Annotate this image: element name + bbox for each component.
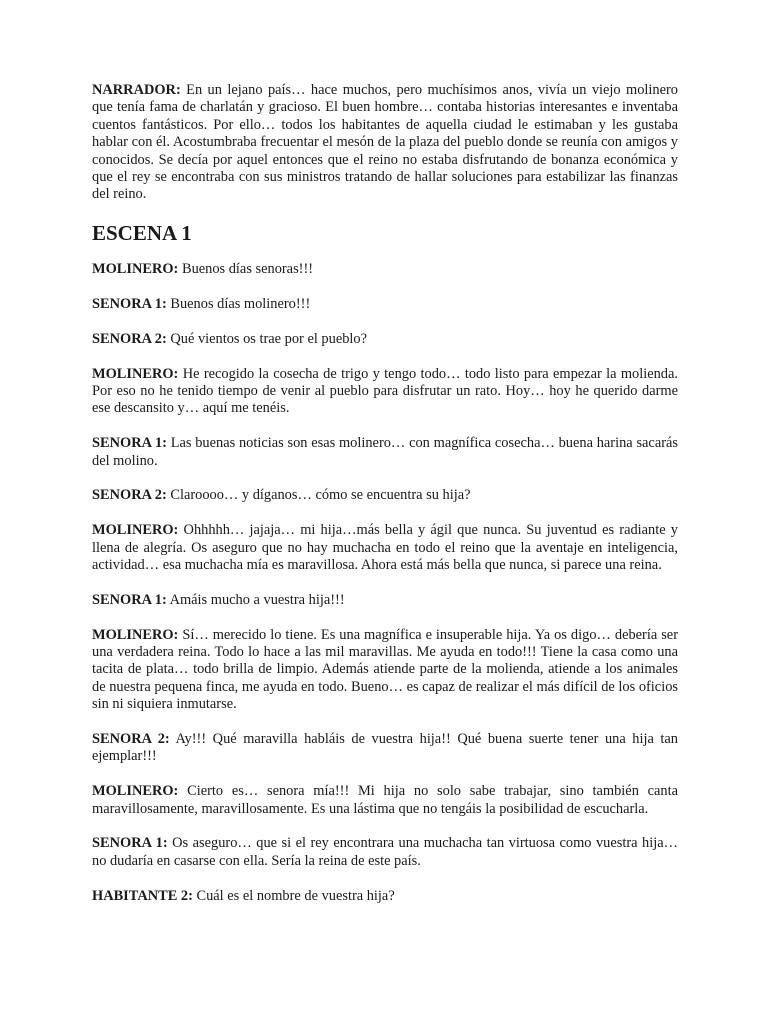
dialogue-text: Buenos días senoras!!! (181, 261, 314, 278)
speaker-name: NARRADOR: (92, 82, 181, 98)
dialogue-text: Os aseguro… que si el rey encontrara una muchacha tan virtuosa como vuestra hija… no dudaría en casarse con ella. Sería la reina de este país. (92, 835, 678, 869)
speaker-name: MOLINERO: (92, 783, 179, 800)
dialogue-line (92, 261, 678, 278)
speaker-name: MOLINERO: (92, 365, 179, 382)
dialogue-text: Claroooo… y díganos… cómo se encuentra su hija? (170, 487, 471, 504)
dialogue-line (92, 522, 678, 574)
document-page (92, 82, 678, 922)
dialogue-line (92, 296, 678, 313)
dialogue-text: Buenos días molinero!!! (170, 296, 311, 313)
dialogue-line (92, 366, 678, 418)
dialogue-text: Cuál es el nombre de vuestra hija? (196, 887, 395, 904)
speaker-name: SENORA 1: (92, 835, 168, 852)
speaker-name: HABITANTE 2: (92, 887, 193, 904)
speaker-name: SENORA 2: (92, 330, 167, 347)
dialogue-text: Las buenas noticias son esas molinero… con magnífica cosecha… buena harina sacarás del molino. (92, 435, 678, 469)
narrator-paragraph (92, 82, 678, 204)
dialogue-text: Amáis mucho a vuestra hija!!! (169, 591, 345, 608)
dialogue-text: Sí… merecido lo tiene. Es una magnífica e insuperable hija. Ya os digo… debería ser una verdadera reina. Todo lo hace a las mil maravillas. Me ayuda en todo!!! Tiene la casa como una tacita de plata… todo brilla de limpio. Además atiende parte de la molienda, atiende a los animales de nuestra pequena finca, me ayuda en todo. Bueno… es capaz de realizar el más difícil de los oficios sin ni siquiera inmutarse. (92, 626, 678, 713)
dialogue-line (92, 731, 678, 766)
dialogue-text: Qué vientos os trae por el pueblo? (170, 330, 367, 347)
dialogue-line (92, 888, 678, 905)
dialogue-line (92, 487, 678, 504)
speaker-name: MOLINERO: (92, 522, 179, 539)
dialogue-line (92, 627, 678, 714)
speaker-name: MOLINERO: (92, 261, 179, 278)
dialogue-text: En un lejano país… hace muchos, pero muchísimos anos, vivía un viejo molinero que tenía fama de charlatán y gracioso. El buen hombre… contaba historias interesantes e inventaba cuentos fantásticos. Por ello… todos los habitantes de aquella ciudad le estimaban y les gustaba hablar con él. Acostumbraba frecuentar el mesón de la plaza del pueblo donde se reunía con amigos y conocidos. Se decía por aquel entonces que el reino no estaba disfrutando de bonanza económica y que el rey se encontraba con sus ministros tratando de hallar soluciones para estabilizar las finanzas del reino. (92, 82, 678, 203)
dialogue-text: Ay!!! Qué maravilla habláis de vuestra hija!! Qué buena suerte tener una hija tan ejemplar!!! (92, 731, 679, 765)
dialogue-line (92, 592, 678, 609)
speaker-name: SENORA 2: (92, 487, 167, 504)
dialogue-line (92, 835, 678, 870)
dialogue-text: Ohhhhh… jajaja… mi hija…más bella y ágil que nunca. Su juventud es radiante y llena de alegría. Os aseguro que no hay muchacha en todo el reino que la aventaje en inteligencia, actividad… esa muchacha mía es maravillosa. Ahora está más bella que nunca, si parece una reina. (92, 522, 678, 574)
speaker-name: SENORA 1: (92, 296, 167, 313)
speaker-name: SENORA 2: (92, 731, 170, 748)
dialogue-line (92, 435, 678, 470)
dialogue-text: Cierto es… senora mía!!! Mi hija no solo sabe trabajar, sino también canta maravillosamente, maravillosamente. Es una lástima que no tengáis la posibilidad de escucharla. (92, 783, 678, 817)
speaker-name: MOLINERO: (92, 626, 179, 643)
speaker-name: SENORA 1: (92, 435, 167, 452)
scene-heading: ESCENA 1 (92, 221, 192, 246)
dialogue-text: He recogido la cosecha de trigo y tengo todo… todo listo para empezar la molienda. Por eso no he tenido tiempo de venir al pueblo para disfrutar un rato. Hoy… hoy he querido darme ese descansito y… aquí me tenéis. (92, 365, 678, 417)
speaker-name: SENORA 1: (92, 591, 167, 608)
dialogue-line (92, 331, 678, 348)
dialogue-line (92, 783, 678, 818)
